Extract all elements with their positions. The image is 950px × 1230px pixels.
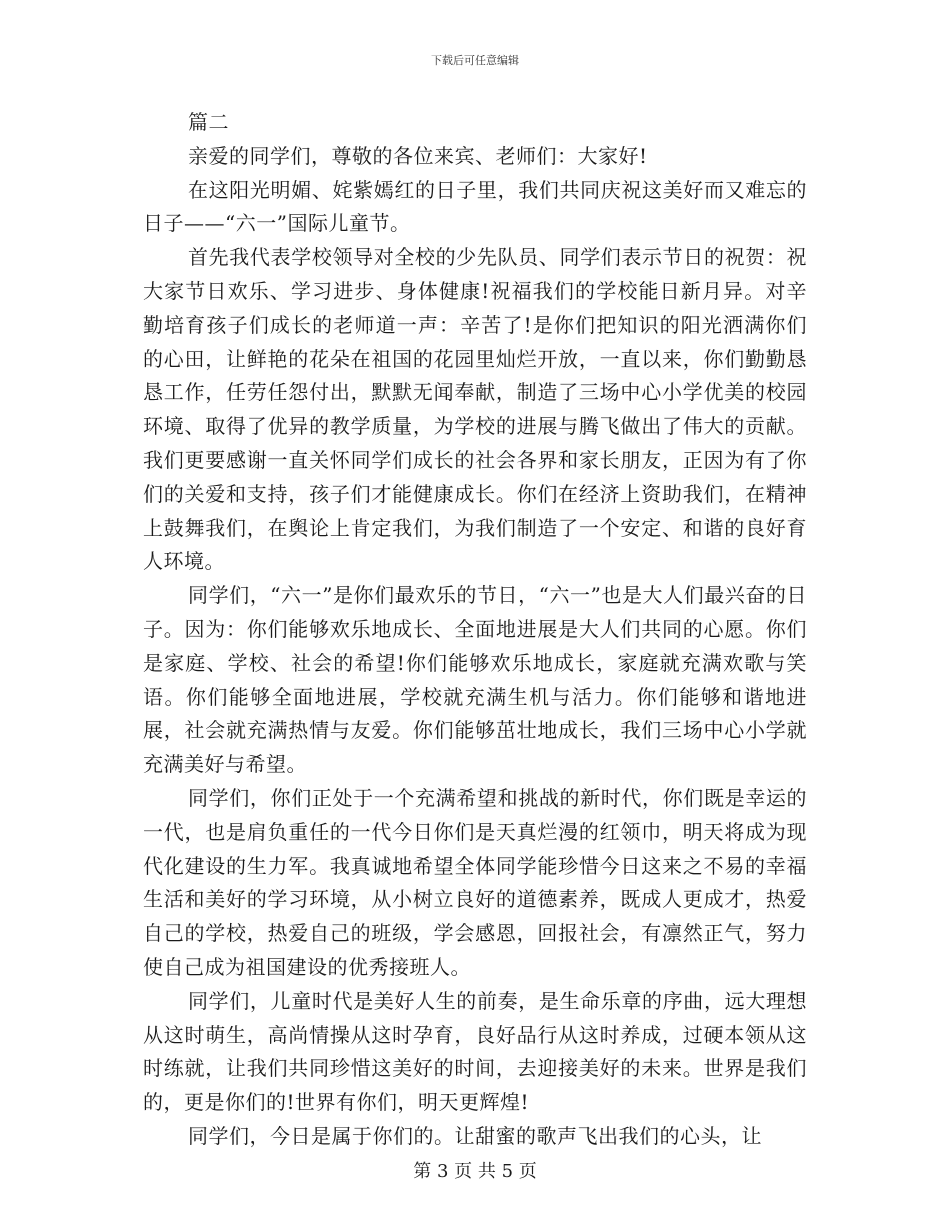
paragraph-greeting: 亲爱的同学们，尊敬的各位来宾、老师们：大家好! xyxy=(188,143,648,168)
paragraph-2: 首先我代表学校领导对全校的少先队员、同学们表示节日的祝贺：祝大家节日欢乐、学习进步、身体健康!祝福我们的学校能日新月异。对辛勤培育孩子们成长的老师道一声：辛苦了!是你们把知识的阳光洒满你们的心田，让鲜艳的花朵在祖国的花园里灿烂开放，一直以来，你们勤勤恳恳工作，任劳任怨付出，默默无闻奉献，制造了三场中心小学优美的校园环境、取得了优异的教学质量，为学校的进展与腾飞做出了伟大的贡献。我们更要感谢一直关怀同学们成长的社会各界和家长朋友，正因为有了你们的关爱和支持，孩子们才能健康成长。你们在经济上资助我们，在精神上鼓舞我们，在舆论上肯定我们，为我们制造了一个安定、和谐的良好育人环境。 xyxy=(143,245,807,574)
page-header-note: 下载后可任意编辑 xyxy=(431,54,519,67)
paragraph-6: 同学们，今日是属于你们的。让甜蜜的歌声飞出我们的心头，让 xyxy=(188,1123,762,1148)
paragraph-4: 同学们，你们正处于一个充满希望和挑战的新时代，你们既是幸运的一代，也是肩负重任的一代今日你们是天真烂漫的红领巾，明天将成为现代化建设的生力军。我真诚地希望全体同学能珍惜今日这来之不易的幸福生活和美好的学习环境，从小树立良好的道德素养，既成人更成才，热爱自己的学校，热爱自己的班级，学会感恩，回报社会，有凛然正气，努力使自己成为祖国建设的优秀接班人。 xyxy=(143,785,807,979)
paragraph-1: 在这阳光明媚、姹紫嫣红的日子里，我们共同庆祝这美好而又难忘的日子——“六一”国际儿童节。 xyxy=(143,177,807,236)
section-title: 篇二 xyxy=(188,110,229,134)
paragraph-3: 同学们，“六一”是你们最欢乐的节日，“六一”也是大人们最兴奋的日子。因为：你们能够欢乐地成长、全面地进展是大人们共同的心愿。你们是家庭、学校、社会的希望!你们能够欢乐地成长，家庭就充满欢歌与笑语。你们能够全面地进展，学校就充满生机与活力。你们能够和谐地进展，社会就充满热情与友爱。你们能够茁壮地成长，我们三场中心小学就充满美好与希望。 xyxy=(143,583,807,777)
paragraph-5: 同学们，儿童时代是美好人生的前奏，是生命乐章的序曲，远大理想从这时萌生，高尚情操从这时孕育，良好品行从这时养成，过硬本领从这时练就，让我们共同珍惜这美好的时间，去迎接美好的未来。世界是我们的，更是你们的!世界有你们，明天更辉煌! xyxy=(143,988,807,1115)
page-number-label: 第 3 页 共 5 页 xyxy=(413,1161,537,1182)
page-number-footer xyxy=(0,1157,950,1183)
document-body xyxy=(143,106,807,1154)
